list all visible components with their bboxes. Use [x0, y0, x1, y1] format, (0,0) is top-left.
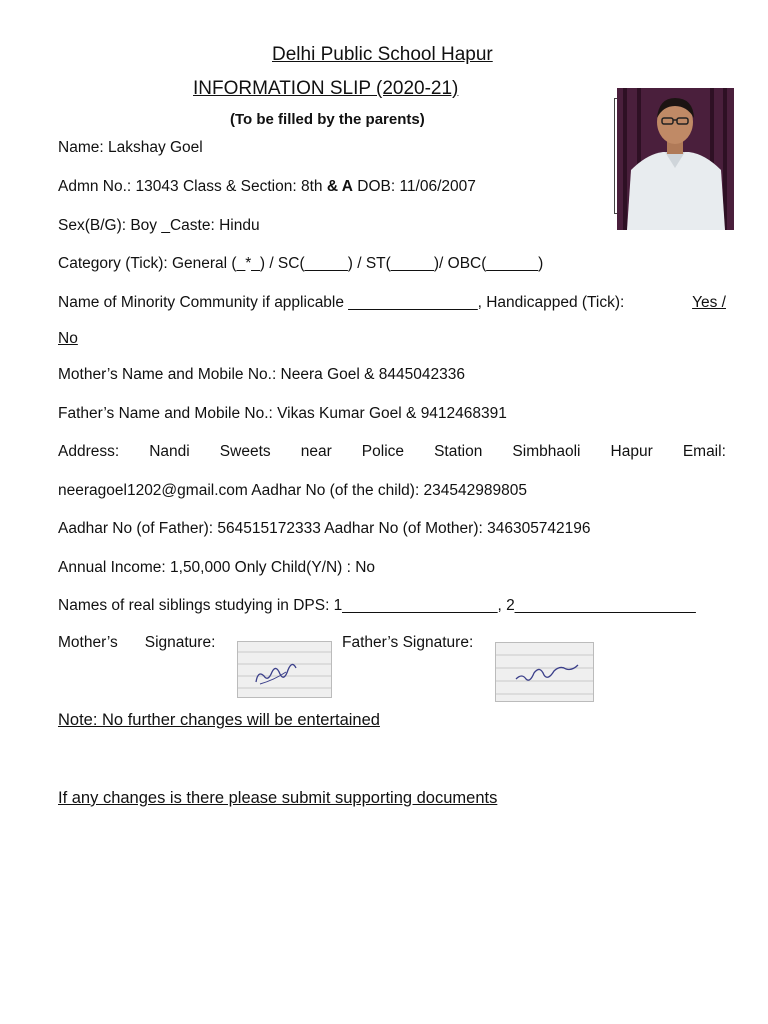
mother-line: Mother’s Name and Mobile No.: Neera Goel & 8445042336 — [58, 366, 465, 383]
father-signature-label: Father’s Signature: — [342, 634, 474, 651]
address-word: Police — [361, 443, 405, 460]
aadhar-parents-line: Aadhar No (of Father): 564515172333 Aadhar No (of Mother): 346305742196 — [58, 520, 591, 537]
income-line: Annual Income: 1,50,000 Only Child(Y/N) : No — [58, 559, 376, 576]
email-aadhar-line: neeragoel1202@gmail.com Aadhar No (of the child): 234542989805 — [58, 482, 527, 499]
category-line: Category (Tick): General (_*_) / SC(_____) / ST(_____)/ OBC(______) — [58, 255, 544, 272]
father-signature-image — [495, 642, 594, 702]
handicapped-no: No — [58, 330, 78, 347]
dob-text: DOB: 11/06/2007 — [352, 178, 476, 195]
address-word: Nandi — [149, 443, 190, 460]
note-supporting-docs: If any changes is there please submit supporting documents — [58, 789, 498, 807]
note-no-changes: Note: No further changes will be entertained — [58, 711, 380, 729]
mother-signature-label — [58, 634, 215, 652]
admission-text: Admn No.: 13043 Class & Section: 8th — [58, 178, 327, 195]
address-word: near — [300, 443, 332, 460]
address-word: Simbhaoli — [512, 443, 581, 460]
minority-text: Name of Minority Community if applicable _______________, Handicapped (Tick): — [58, 294, 625, 311]
name-line: Name: Lakshay Goel — [58, 139, 203, 156]
father-line: Father’s Name and Mobile No.: Vikas Kumar Goel & 9412468391 — [58, 405, 507, 422]
siblings-line: Names of real siblings studying in DPS: 1__________________, 2_____________________ — [58, 597, 696, 614]
address-line — [58, 443, 726, 461]
minority-line — [58, 294, 726, 312]
slip-title: INFORMATION SLIP (2020-21) — [193, 78, 459, 99]
school-name: Delhi Public School Hapur — [272, 44, 493, 65]
admission-line — [58, 178, 476, 196]
address-word: Sweets — [219, 443, 271, 460]
fill-instruction: (To be filled by the parents) — [230, 111, 425, 128]
address-word: Address: — [58, 443, 120, 460]
address-word: Hapur — [610, 443, 653, 460]
address-word: Station — [434, 443, 483, 460]
address-word: Email: — [682, 443, 726, 460]
mother-sig-word: Signature: — [144, 634, 216, 651]
section-value: & A — [326, 178, 353, 195]
sex-caste-line: Sex(B/G): Boy _Caste: Hindu — [58, 217, 260, 234]
mother-sig-word: Mother’s — [58, 634, 118, 651]
mother-signature-image — [237, 641, 332, 698]
handicapped-yes: Yes / — [692, 294, 726, 311]
student-photo — [617, 88, 734, 230]
